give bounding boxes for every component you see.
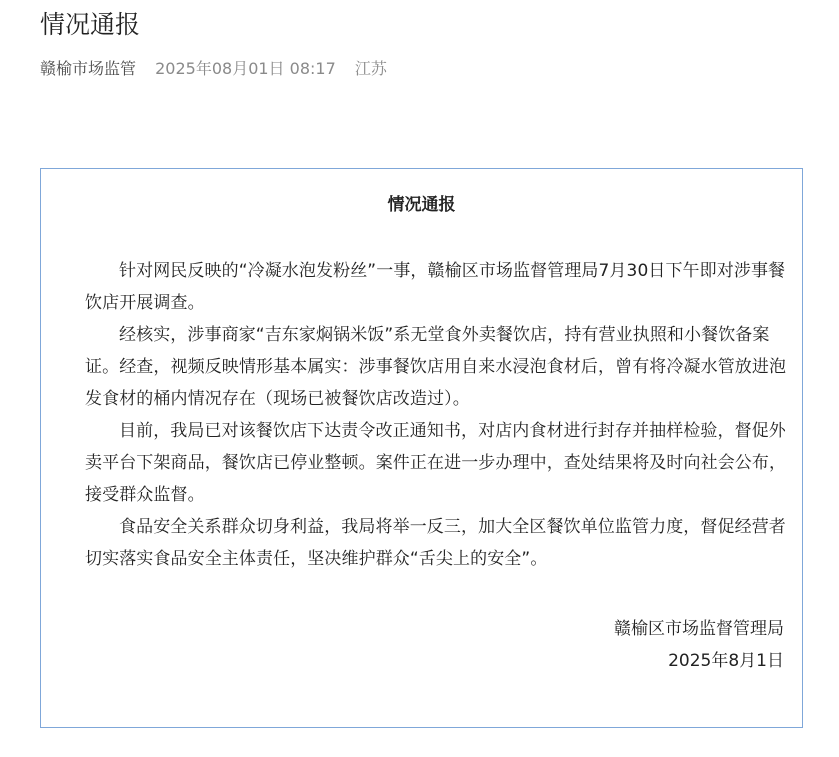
notice-body	[85, 255, 788, 575]
article-title: 情况通报	[40, 10, 141, 39]
author-name[interactable]: 赣榆市场监管	[40, 59, 137, 78]
notice-heading: 情况通报	[387, 195, 456, 215]
signature-date: 2025年8月1日	[668, 651, 784, 671]
notice-paragraph: 目前，我局已对该餐饮店下达责令改正通知书，对店内食材进行封存并抽样检验，督促外卖平台下架商品，餐饮店已停业整顿。案件正在进一步办理中，查处结果将及时向社会公布，接受群众监督。	[85, 421, 787, 505]
publish-timestamp: 2025年08月01日 08:17	[155, 59, 336, 78]
notice-paragraph: 食品安全关系群众切身利益，我局将举一反三，加大全区餐饮单位监管力度，督促经营者切实落实食品安全主体责任，坚决维护群众“舌尖上的安全”。	[85, 517, 786, 569]
notice-box	[40, 168, 803, 728]
publish-location: 江苏	[354, 59, 387, 78]
notice-paragraph: 针对网民反映的“冷凝水泡发粉丝”一事，赣榆区市场监督管理局7月30日下午即对涉事餐饮店开展调查。	[85, 261, 786, 313]
article-meta	[40, 58, 387, 80]
signature-org: 赣榆区市场监督管理局	[614, 619, 784, 639]
notice-paragraph: 经核实，涉事商家“吉东家焖锅米饭”系无堂食外卖餐饮店，持有营业执照和小餐饮备案证。经查，视频反映情形基本属实：涉事餐饮店用自来水浸泡食材后，曾有将冷凝水管放进泡发食材的桶内情况存在（现场已被餐饮店改造过）。	[85, 325, 787, 409]
